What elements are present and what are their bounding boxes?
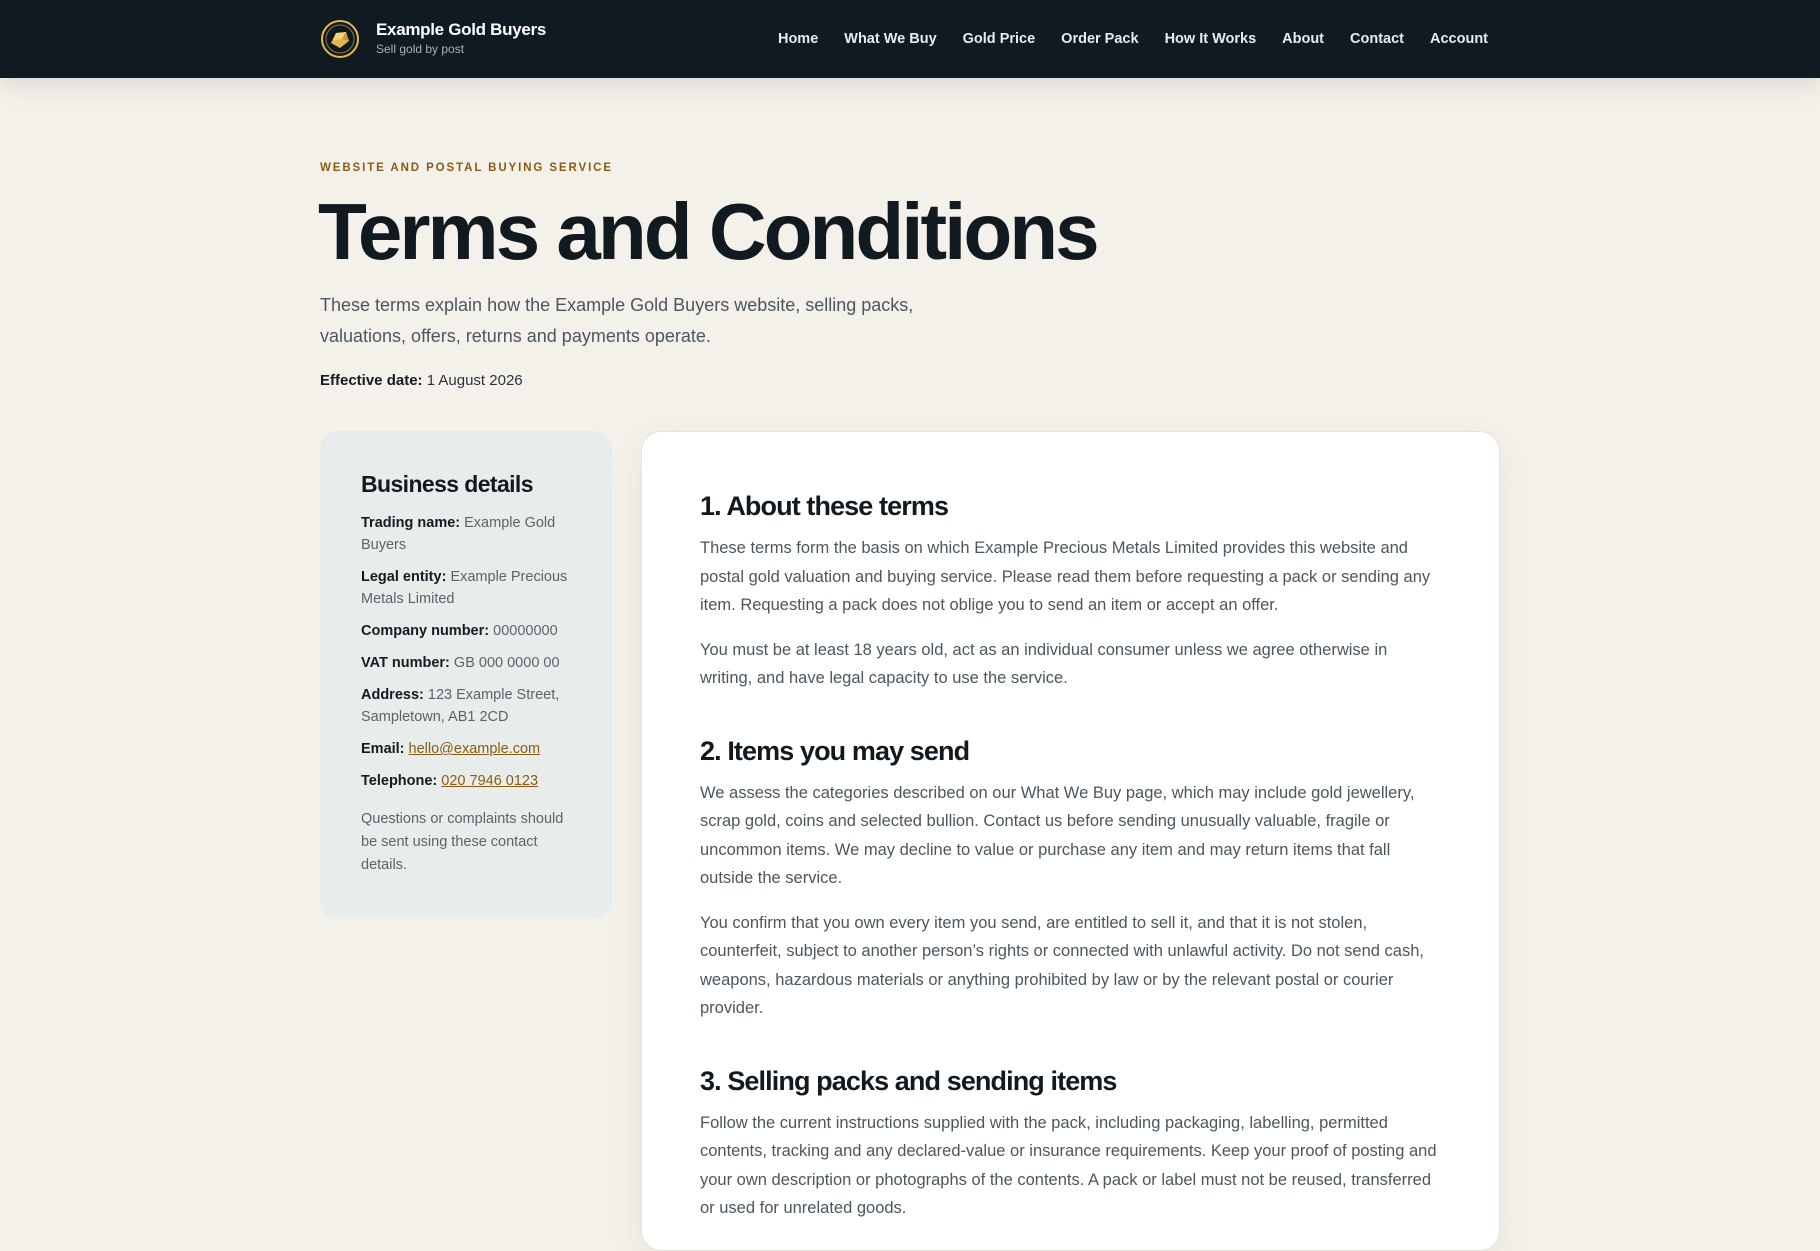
page-intro: These terms explain how the Example Gold Buyers website, selling packs, valuations, offers, returns and payments operate. bbox=[320, 295, 914, 346]
page-title: Terms and Conditions bbox=[318, 187, 1097, 276]
vat-number bbox=[361, 652, 572, 674]
trading-name-label: Trading name: bbox=[361, 515, 461, 531]
vat-number-value: GB 000 0000 00 bbox=[453, 655, 560, 671]
section-paragraph: You confirm that you own every item you send, are entitled to sell it, and that it is not stolen, counterfeit, subject to another person’s rights or connected with unlawful activity. Do not send cash, weapons, hazardous materials or anything prohibited by law or by the relevant postal or courier provider. bbox=[700, 913, 1424, 1017]
legal-entity-label: Legal entity: bbox=[361, 569, 447, 585]
business-details-panel bbox=[320, 431, 612, 919]
nav-about[interactable]: About bbox=[1282, 31, 1325, 47]
nav-order-pack[interactable]: Order Pack bbox=[1061, 31, 1139, 47]
page-eyebrow: WEBSITE AND POSTAL BUYING SERVICE bbox=[320, 162, 613, 174]
company-number bbox=[361, 620, 572, 642]
nav-home[interactable]: Home bbox=[777, 31, 819, 47]
business-details-title: Business details bbox=[361, 471, 533, 497]
company-number-value: 00000000 bbox=[493, 623, 558, 639]
nav-gold-price[interactable]: Gold Price bbox=[962, 31, 1036, 47]
address-value: 123 Example Street, Sampletown, AB1 2CD bbox=[361, 687, 560, 725]
telephone-label: Telephone: bbox=[361, 773, 438, 789]
section-paragraph: You must be at least 18 years old, act as an individual consumer unless we agree otherwise in writing, and have legal capacity to use the service. bbox=[700, 640, 1388, 687]
gold-bar-coin-icon bbox=[320, 19, 360, 59]
legal-entity-value: Example Precious Metals Limited bbox=[361, 569, 568, 607]
main-nav bbox=[752, 0, 1488, 78]
address bbox=[361, 684, 572, 728]
nav-account[interactable]: Account bbox=[1430, 31, 1488, 47]
section-items-you-may-send bbox=[700, 733, 1441, 1023]
nav-what-we-buy[interactable]: What We Buy bbox=[844, 31, 937, 47]
address-label: Address: bbox=[361, 687, 424, 703]
section-selling-packs bbox=[700, 1063, 1441, 1223]
terms-content-card bbox=[641, 431, 1500, 1251]
section-paragraph: Follow the current instructions supplied with the pack, including packaging, labelling, permitted contents, tracking and any declared-value or insurance requirements. Keep your proof of posting and your own description or photographs of the contents. A pack or label must not be reused, transferred or used for unrelated goods. bbox=[700, 1113, 1437, 1217]
section-heading: 3. Selling packs and sending items bbox=[700, 1065, 1117, 1096]
brand-tagline: Sell gold by post bbox=[376, 42, 465, 56]
section-paragraph: We assess the categories described on our What We Buy page, which may include gold jewellery, scrap gold, coins and selected bullion. Contact us before sending unusually valuable, fragile or uncommon items. We may decline to value or purchase any item and may return items that fall outside the service. bbox=[700, 783, 1415, 887]
nav-how-it-works[interactable]: How It Works bbox=[1164, 31, 1257, 47]
telephone bbox=[361, 770, 572, 792]
email bbox=[361, 738, 572, 760]
telephone-link[interactable]: 020 7946 0123 bbox=[441, 773, 539, 789]
nav-contact[interactable]: Contact bbox=[1350, 31, 1404, 47]
section-paragraph: These terms form the basis on which Example Precious Metals Limited provides this website and postal gold valuation and buying service. Please read them before requesting a pack or sending any item. Requesting a pack does not oblige you to send an item or accept an offer. bbox=[700, 539, 1431, 614]
email-link[interactable]: hello@example.com bbox=[408, 741, 541, 757]
section-heading: 2. Items you may send bbox=[700, 735, 970, 766]
trading-name bbox=[361, 512, 572, 556]
brand-link[interactable] bbox=[320, 16, 546, 62]
section-about-terms bbox=[700, 488, 1441, 693]
company-number-label: Company number: bbox=[361, 623, 490, 639]
trading-name-value: Example Gold Buyers bbox=[361, 515, 556, 553]
effective-date bbox=[320, 372, 523, 389]
site-header bbox=[0, 0, 1820, 78]
vat-number-label: VAT number: bbox=[361, 655, 450, 671]
section-heading: 1. About these terms bbox=[700, 491, 949, 521]
effective-date-label: Effective date: bbox=[320, 372, 423, 389]
legal-entity bbox=[361, 566, 572, 610]
effective-date-value: 1 August 2026 bbox=[426, 372, 523, 389]
contact-note: Questions or complaints should be sent using these contact details. bbox=[361, 811, 564, 873]
brand-name: Example Gold Buyers bbox=[376, 20, 547, 39]
email-label: Email: bbox=[361, 741, 405, 757]
